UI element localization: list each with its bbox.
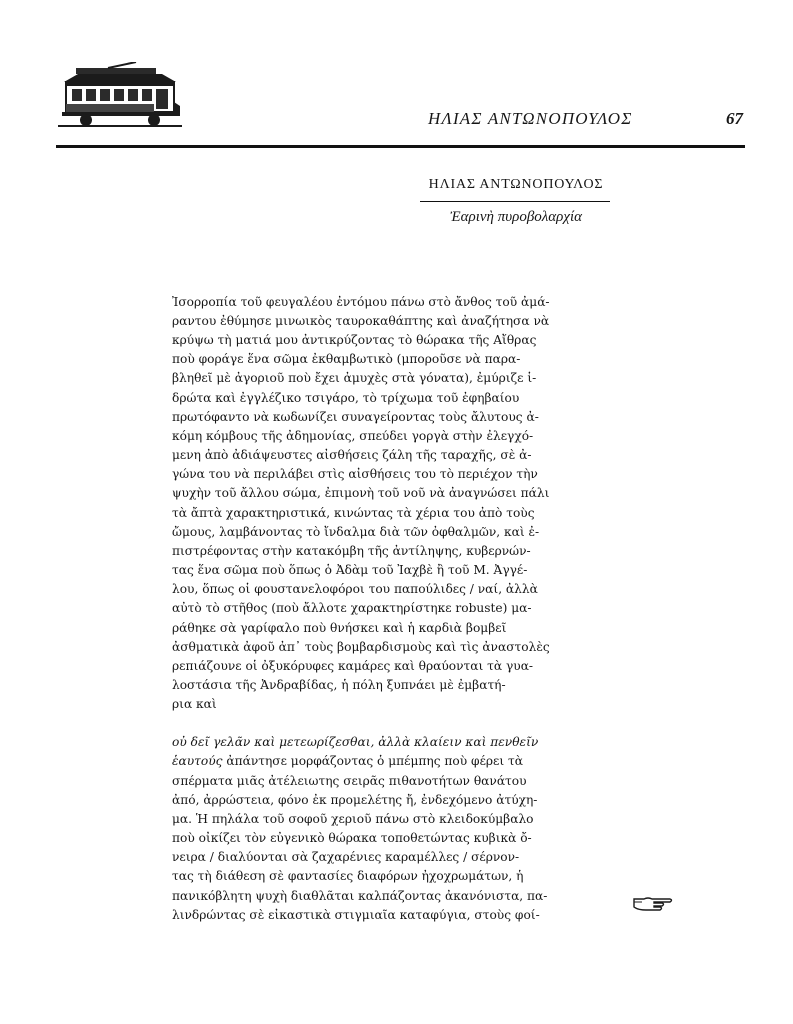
- quote-line: οὐ δεῖ γελᾶν καὶ μετεωρίζεσθαι, ἀλλὰ κλαίειν καὶ πενθεῖν: [172, 735, 539, 749]
- poem-author: ΗΛΙΑΣ ΑΝΤΩΝΟΠΟΥΛΟΣ: [428, 177, 604, 192]
- text-line: ρια καὶ: [172, 697, 217, 711]
- text-line: ψυχὴν τοῦ ἄλλου σώμα, ἐπιμονὴ τοῦ νοῦ νὰ ἀναγνώσει πάλι: [172, 486, 550, 500]
- text-line: λινδρώντας σὲ εἰκαστικὰ στιγμιαῖα καταφύγια, στοὺς φοί-: [172, 908, 540, 922]
- text-line: πανικόβλητη ψυχὴ διαθλᾶται καλπάζοντας ἀκανόνιστα, πα-: [172, 889, 548, 903]
- text-line: λοστάσια τῆς Ἀνδραβίδας, ἡ πόλη ξυπνάει μὲ ἐμβατή-: [172, 678, 506, 692]
- page-number: 67: [726, 109, 743, 128]
- text-line: πιστρέφοντας στὴν κατακόμβη τῆς ἀντίληψης, κυβερνών-: [172, 544, 531, 558]
- text-line: ρεπιάζουνε οἱ ὀξυκόρυφες καμάρες καὶ θραύονται τὰ γυα-: [172, 659, 534, 673]
- text-line: ποὺ οἰκίζει τὸν εὐγενικὸ θώρακα τοποθετώντας κυβικὰ ὄ-: [172, 831, 532, 845]
- text-line-rest: ἀπάντησε μορφάζοντας ὁ μπέμπης ποὺ φέρει τὰ: [226, 754, 523, 768]
- text-line: μενη ἀπὸ ἀδιάψευστες αἰσθήσεις ζάλη τῆς ταραχῆς, σὲ ἀ-: [172, 448, 532, 462]
- poem-title: Ἐαρινὴ πυροβολαρχία: [450, 209, 582, 225]
- text-line: τας τὴ διάθεση σὲ φαντασίες διαφόρων ἠχοχρωμάτων, ἡ: [172, 869, 524, 883]
- title-rule: [420, 201, 610, 202]
- text-line: σπέρματα μιᾶς ἀτέλειωτης σειρᾶς πιθανοτήτων θανάτου: [172, 774, 527, 788]
- text-line: αὐτὸ τὸ στῆθος (ποὺ ἄλλοτε χαρακτηρίστηκε robuste) μα-: [172, 601, 532, 615]
- text-line: ποὺ φοράγε ἕνα σῶμα ἐκθαμβωτικὸ (μποροῦσε νὰ παρα-: [172, 352, 521, 366]
- quote-continuation: ἑαυτούς: [172, 754, 223, 768]
- text-line: ράθηκε σὰ γαρίφαλο ποὺ θνήσκει καὶ ἡ καρδιὰ βομβεῖ: [172, 621, 507, 635]
- text-line: ραντου ἐθύμησε μινωικὸς ταυροκαθάπτης καὶ ἀναζήτησα νὰ: [172, 314, 550, 328]
- tram-icon: [58, 62, 182, 128]
- text-line: κρύψω τὴ ματιά μου ἀντικρύζοντας τὸ θώρακα τῆς Αἴθρας: [172, 333, 537, 347]
- text-line: λου, ὅπως οἱ φουστανελοφόροι του παπούλιδες / ναί, ἀλλὰ: [172, 582, 538, 596]
- text-line: γώνα του νὰ περιλάβει στὶς αἰσθήσεις του τὸ περιέχον τὴν: [172, 467, 538, 481]
- text-line: τὰ ἄπτὰ χαρακτηριστικά, κινώντας τὰ χέρια του ἀπὸ τοὺς: [172, 506, 535, 520]
- text-line: μα. Ἡ πηλάλα τοῦ σοφοῦ χεριοῦ πάνω στὸ κλειδοκύμβαλο: [172, 812, 534, 826]
- text-line: [172, 752, 610, 771]
- pointing-hand-icon: [632, 893, 674, 915]
- text-line: τας ἕνα σῶμα ποὺ ὅπως ὁ Ἀδὰμ τοῦ Ἰαχβὲ ἢ τοῦ Μ. Ἀγγέ-: [172, 563, 528, 577]
- text-line: νειρα / διαλύονται σὰ ζαχαρένιες καραμέλλες / σέρνον-: [172, 850, 520, 864]
- text-line: κόμη κόμβους τῆς ἀδημονίας, σπεύδει γοργὰ στὴν ἐλεγχό-: [172, 429, 534, 443]
- text-line: ἀσθματικὰ ἀφοῦ ἀπ᾿ τοὺς βομβαρδισμοὺς καὶ τὶς ἀναστολὲς: [172, 640, 550, 654]
- text-line: πρωτόφαντο νὰ κωδωνίζει συναγείροντας τοὺς ἄλυτους ἀ-: [172, 410, 539, 424]
- text-line: δρώτα καὶ ἐγγλέζικο τσιγάρο, τὸ τρίχωμα τοῦ ἐφηβαίου: [172, 391, 520, 405]
- running-head: ΗΛΙΑΣ ΑΝΤΩΝΟΠΟΥΛΟΣ: [428, 109, 633, 128]
- text-line: ὤμους, λαμβάνοντας τὸ ἴνδαλμα διὰ τῶν ὀφθαλμῶν, καὶ ἐ-: [172, 525, 540, 539]
- header-rule: [56, 145, 745, 148]
- text-line: ἀπό, ἀρρώστεια, φόνο ἐκ προμελέτης ἤ, ἐνδεχόμενο ἀτύχη-: [172, 793, 538, 807]
- text-line: Ἰσορροπία τοῦ φευγαλέου ἐντόμου πάνω στὸ ἄνθος τοῦ ἀμά-: [172, 295, 550, 309]
- text-line: βληθεῖ μὲ ἀγοριοῦ ποὺ ἔχει ἀμυχὲς στὰ γόνατα), ἐμύριζε ἱ-: [172, 371, 537, 385]
